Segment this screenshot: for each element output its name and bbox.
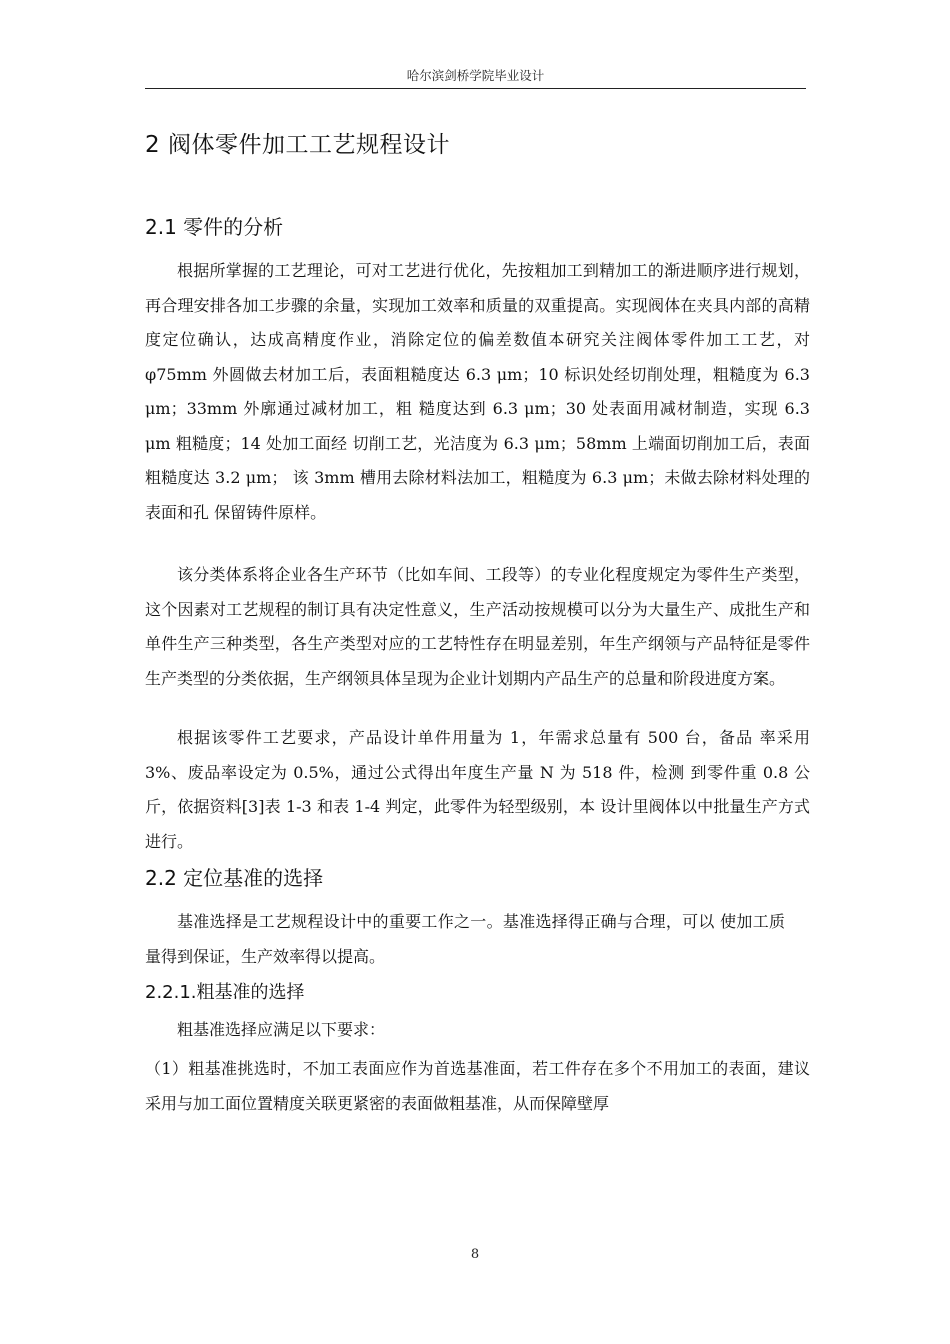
section-2-2-1-paragraph-1: 粗基准选择应满足以下要求： xyxy=(177,1020,386,1039)
section-2-2-1-title: 2.2.1.粗基准的选择 xyxy=(145,982,305,1003)
section-2-1-title: 2.1 零件的分析 xyxy=(145,215,284,239)
section-2-1-paragraph-1: 根据所掌握的工艺理论，可对工艺进行优化，先按粗加工到精加工的渐进顺序进行规划，再合理安排各加工步骤的余量，实现加工效率和质量的双重提高。实现阀体在夹具内部的高精度定位确认，达成高精度作业，消除定位的偏差数值本研究关注阀体零件加工工艺，对 φ75mm 外圆做去材加工后，表面粗糙度达 6.3 μm；10 标识处经切削处理，粗糙度为 6.3 μm；33mm 外廓通过减材加工，粗 糙度达到 6.3 μm；30 处表面用减材制造，实现 6.3 μm 粗糙度；14 处加工面经 切削工艺，光洁度为 6.3 μm；58mm 上端面切削加工后，表面粗糙度达 3.2 μm； 该 3mm 槽用去除材料法加工，粗糙度为 6.3 μm；未做去除材料处理的表面和孔 保留铸件原样。 xyxy=(145,261,810,522)
page-number: 8 xyxy=(470,1247,480,1262)
section-2-2-title: 2.2 定位基准的选择 xyxy=(145,866,324,890)
section-2-1-paragraph-3: 根据该零件工艺要求，产品设计单件用量为 1，年需求总量有 500 台，备品 率采用 3%、废品率设定为 0.5%，通过公式得出年度生产量 N 为 518 件，检测 到零件重 0.8 公斤，依据资料[3]表 1-3 和表 1-4 判定，此零件为轻型级别，本 设计里阀体以中批量生产方式进行。 xyxy=(145,728,810,851)
section-2-1-paragraph-2: 该分类体系将企业各生产环节（比如车间、工段等）的专业化程度规定为零件生产类型，这个因素对工艺规程的制订具有决定性意义，生产活动按规模可以分为大量生产、成批生产和单件生产三种类型，各生产类型对应的工艺特性存在明显差别，年生产纲领与产品特征是零件生产类型的分类依据，生产纲领具体呈现为企业计划期内产品生产的总量和阶段进度方案。 xyxy=(145,565,810,688)
chapter-title: 2 阀体零件加工工艺规程设计 xyxy=(145,132,450,158)
running-header: 哈尔滨剑桥学院毕业设计 xyxy=(406,68,545,83)
section-2-2-paragraph-1: 基准选择是工艺规程设计中的重要工作之一。基准选择得正确与合理，可以 使加工质量得到保证，生产效率得以提高。 xyxy=(145,912,785,966)
header-rule xyxy=(145,88,806,89)
section-2-2-1-paragraph-2: （1）粗基准挑选时，不加工表面应作为首选基准面，若工件存在多个不用加工的表面，建议采用与加工面位置精度关联更紧密的表面做粗基准，从而保障壁厚 xyxy=(145,1059,810,1113)
